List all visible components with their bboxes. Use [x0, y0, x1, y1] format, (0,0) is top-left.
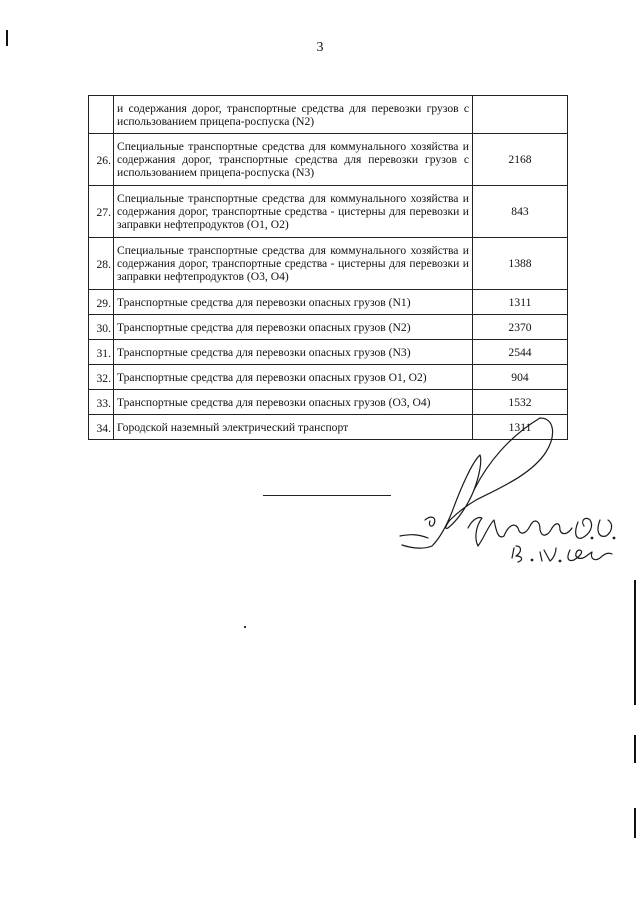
row-value: 1311	[473, 415, 568, 440]
row-description: Транспортные средства для перевозки опасных грузов (O3, O4)	[114, 390, 473, 415]
table-row	[89, 315, 568, 340]
row-number: 30.	[89, 315, 114, 340]
row-number: 33.	[89, 390, 114, 415]
row-description: и содержания дорог, транспортные средства для перевозки грузов с использованием прицепа-роспуска (N2)	[114, 96, 473, 134]
row-description: Специальные транспортные средства для коммунального хозяйства и содержания дорог, транспортные средства - цистерны для перевозки и заправки нефтепродуктов (O1, O2)	[114, 186, 473, 238]
row-description: Транспортные средства для перевозки опасных грузов (N3)	[114, 340, 473, 365]
row-value	[473, 96, 568, 134]
row-value: 2168	[473, 134, 568, 186]
row-number: 26.	[89, 134, 114, 186]
row-description: Транспортные средства для перевозки опасных грузов O1, O2)	[114, 365, 473, 390]
row-number: 31.	[89, 340, 114, 365]
table-row	[89, 134, 568, 186]
row-number: 27.	[89, 186, 114, 238]
row-value: 843	[473, 186, 568, 238]
page-number: 3	[316, 40, 324, 55]
row-value: 1311	[473, 290, 568, 315]
table-row	[89, 415, 568, 440]
row-number: 29.	[89, 290, 114, 315]
row-value: 2370	[473, 315, 568, 340]
row-value: 1532	[473, 390, 568, 415]
scan-edge-mark-right	[634, 580, 636, 705]
row-value: 904	[473, 365, 568, 390]
table-row	[89, 96, 568, 134]
separator-line	[263, 495, 391, 496]
row-value: 2544	[473, 340, 568, 365]
row-number: 28.	[89, 238, 114, 290]
row-description: Транспортные средства для перевозки опасных грузов (N2)	[114, 315, 473, 340]
row-description: Специальные транспортные средства для коммунального хозяйства и содержания дорог, транспортные средства - цистерны для перевозки и заправки нефтепродуктов (O3, O4)	[114, 238, 473, 290]
table-row	[89, 390, 568, 415]
table-row	[89, 365, 568, 390]
scan-edge-mark-right	[634, 735, 636, 763]
scan-edge-mark-right	[634, 808, 636, 838]
table-row	[89, 238, 568, 290]
row-number	[89, 96, 114, 134]
table-row	[89, 186, 568, 238]
row-value: 1388	[473, 238, 568, 290]
row-description: Городской наземный электрический транспорт	[114, 415, 473, 440]
table-row	[89, 290, 568, 315]
row-number: 32.	[89, 365, 114, 390]
scan-speck	[244, 626, 246, 628]
row-description: Специальные транспортные средства для коммунального хозяйства и содержания дорог, транспортные средства для перевозки грузов с использованием прицепа-роспуска (N3)	[114, 134, 473, 186]
vehicle-tariff-table	[88, 95, 568, 440]
table-row	[89, 340, 568, 365]
row-number: 34.	[89, 415, 114, 440]
row-description: Транспортные средства для перевозки опасных грузов (N1)	[114, 290, 473, 315]
